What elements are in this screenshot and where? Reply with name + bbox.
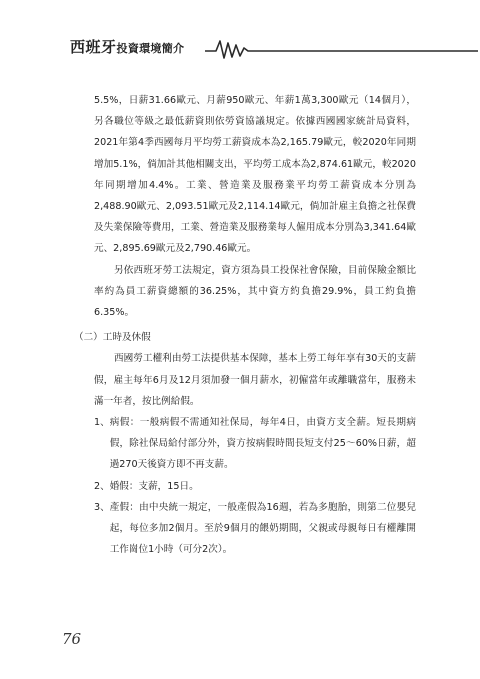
list-item-text: 婚假：支薪，15日。 bbox=[109, 480, 199, 492]
list-item-number: 1、 bbox=[94, 417, 110, 429]
list-item-text: 病假：一般病假不需通知社保局，每年4日，由資方支全薪。短長期病假，除社保局給付部分外，資方按病假時間長短支付25～60%日薪，超過270天後資方即不再支薪。 bbox=[109, 417, 416, 471]
section-heading-working-hours: （二）工時及休假 bbox=[74, 332, 151, 344]
list-item-number: 2、 bbox=[94, 480, 110, 492]
list-item-sick-leave bbox=[94, 412, 416, 476]
header-title-sub: 投資環境簡介 bbox=[116, 42, 185, 55]
list-item-text: 產假：由中央統一規定，一般產假為16週，若為多胞胎，則第二位嬰兒起，每位多加2個月。至於9個月的餵奶期間，父親或母親每日有權離開工作崗位1小時（可分2次）。 bbox=[109, 501, 416, 556]
page-number: 76 bbox=[62, 630, 82, 648]
paragraph-wages: 5.5%，日薪31.66歐元、月薪950歐元、年薪1萬3,300歐元（14個月），另各職位等級之最低薪資則依勞資協議規定。依據西國國家統計局資料，2021年第4季西國每月平均勞工薪資成本為2,165.79歐元，較2020年同期增加5.1%，倘加計其他相關支出，平均勞工成本為2,874.61歐元，較2020年同期增加4.4%。工業、營造業及服務業平均勞工薪資成本分別為2,488.90歐元、2,093.51歐元及2,114.14歐元，倘加計雇主負擔之社保費及失業保險等費用，工業、營造業及服務業每人僱用成本分別為3,341.64歐元、2,895.69歐元及2,790.46歐元。 bbox=[94, 95, 416, 255]
list-item-maternity-leave bbox=[94, 497, 416, 561]
list-item-number: 3、 bbox=[94, 501, 110, 513]
paragraph-social-insurance: 另依西班牙勞工法規定，資方須為員工投保社會保險，目前保險金額比率約為員工薪資總額的36.25%，其中資方約負擔29.9%，員工約負擔6.35%。 bbox=[94, 264, 416, 319]
page-body bbox=[74, 90, 416, 560]
running-header bbox=[0, 30, 480, 64]
header-title bbox=[70, 36, 184, 57]
list-item-marriage-leave bbox=[94, 476, 416, 497]
paragraph-paid-leave: 西國勞工權利由勞工法提供基本保障，基本上勞工每年享有30天的支薪假，雇主每年6月及12月須加發一個月薪水，初僱當年或離職當年，服務未滿一年者，按比例給假。 bbox=[94, 353, 416, 407]
header-title-main: 西班牙 bbox=[70, 38, 117, 56]
